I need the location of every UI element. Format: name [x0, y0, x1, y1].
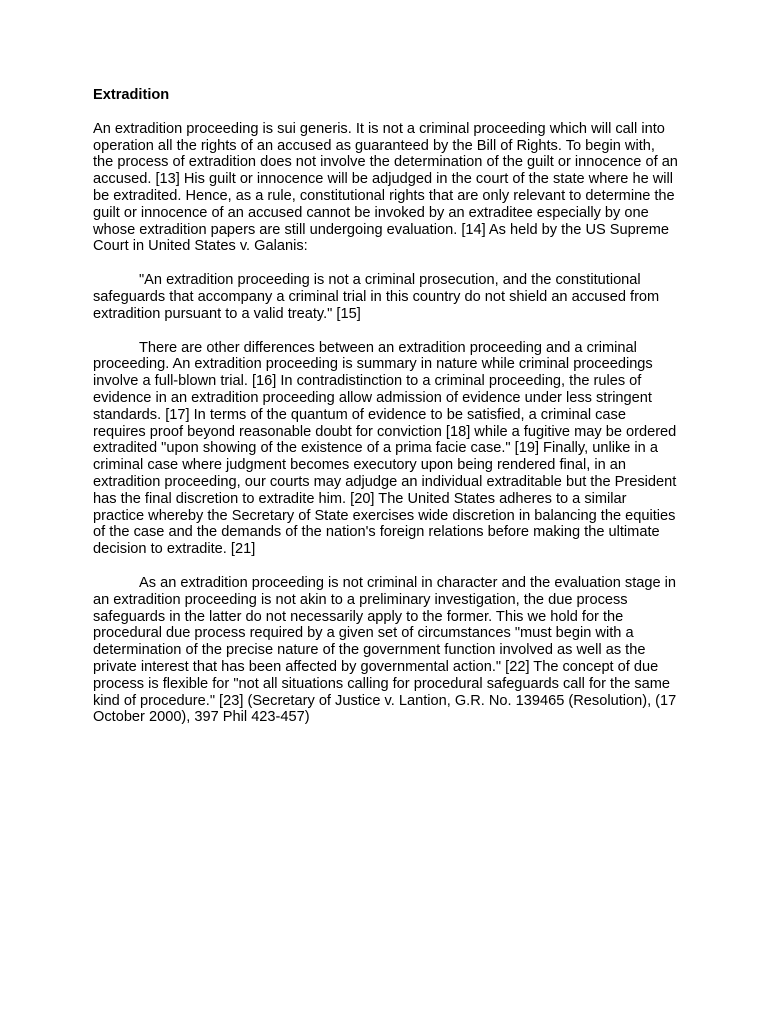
paragraph-quote: "An extradition proceeding is not a criminal prosecution, and the constitutional safeguards that accompany a criminal trial in this country do not shield an accused from extradition pursuant to a valid treaty." [15] — [93, 272, 660, 322]
document-page — [93, 87, 679, 743]
document-title: Extradition — [93, 87, 170, 103]
paragraph-differences: There are other differences between an extradition proceeding and a criminal proceeding. An extradition proceeding is summary in nature while criminal proceedings involve a full-blown trial. [16] In contradistinction to a criminal proceeding, the rules of evidence in an extradition proceeding allow admission of evidence under less stringent standards. [17] In terms of the quantum of evidence to be satisfied, a criminal case requires proof beyond reasonable doubt for conviction [18] while a fugitive may be ordered extradited "upon showing of the existence of a prima facie case." [19] Finally, unlike in a criminal case where judgment becomes executory upon being rendered final, in an extradition proceeding, our courts may adjudge an individual extraditable but the President has the final discretion to extradite him. [20] The United States adheres to a similar practice whereby the Secretary of State exercises wide discretion in balancing the equities of the case and the demands of the nation's foreign relations before making the ultimate decision to extradite. [21] — [93, 339, 677, 558]
paragraph-due-process: As an extradition proceeding is not criminal in character and the evaluation stage in an extradition proceeding is not akin to a preliminary investigation, the due process safeguards in the latter do not necessarily apply to the former. This we hold for the procedural due process required by a given set of circumstances "must begin with a determination of the precise nature of the government function involved as well as the private interest that has been affected by governmental action." [22] The concept of due process is flexible for "not all situations calling for procedural safeguards call for the same kind of procedure." [23] (Secretary of Justice v. Lantion, G.R. No. 139465 (Resolution), (17 October 2000), 397 Phil 423-457) — [93, 574, 677, 726]
paragraph-intro: An extradition proceeding is sui generis. It is not a criminal proceeding which will call into operation all the rights of an accused as guaranteed by the Bill of Rights. To begin with, the process of extradition does not involve the determination of the guilt or innocence of an accused. [13] His guilt or innocence will be adjudged in the court of the state where he will be extradited. Hence, as a rule, constitutional rights that are only relevant to determine the guilt or innocence of an accused cannot be invoked by an extraditee especially by one whose extradition papers are still undergoing evaluation. [14] As held by the US Supreme Court in United States v. Galanis: — [93, 120, 678, 255]
